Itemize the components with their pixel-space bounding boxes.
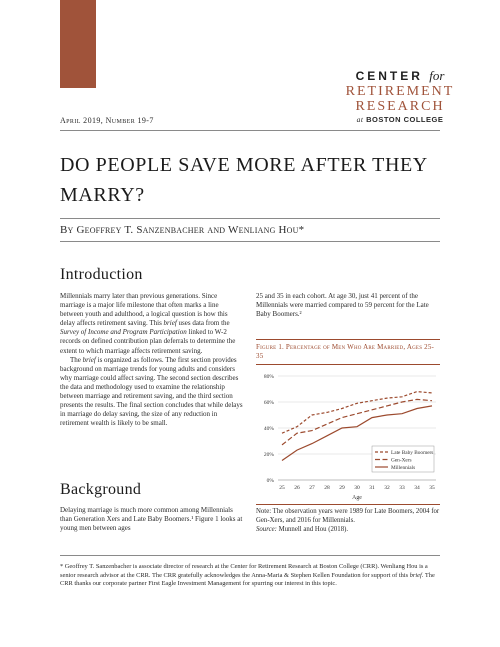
- figure-title-rule: [256, 364, 440, 365]
- logo-research: RESEARCH: [355, 99, 445, 114]
- background-heading: Background: [60, 481, 142, 498]
- marriage-line-chart: [256, 368, 442, 504]
- x-tick-label: 35: [429, 485, 435, 491]
- intro-paragraph-1: Millennials marry later than previous generations. Since marriage is a major life milestone that often marks a line between youth and adulthood, a logical question is how this delay affects retirement saving. This brief uses data from the Survey of Income and Program Participation linked to W-2 records on defined contribution plan deferrals to determine the extent to which marriage affects retirement saving.: [60, 292, 236, 355]
- x-tick-label: 32: [384, 485, 390, 491]
- logo-center: CENTER: [355, 69, 423, 83]
- logo-for: for: [429, 68, 445, 83]
- right-column-text: 25 and 35 in each cohort. At age 30, just 41 percent of the Millennials were married compared to 59 percent for the Late Baby Boomers.²: [256, 292, 429, 319]
- crr-logo: [330, 68, 470, 124]
- title-rule: [60, 218, 440, 219]
- background-text: Delaying marriage is much more common among Millennials than Generation Xers and Late Baby Boomers.¹ Figure 1 looks at young men between ages: [60, 506, 243, 533]
- y-tick-label: 20%: [263, 452, 274, 458]
- header-rule: [60, 130, 440, 131]
- intro-heading: Introduction: [60, 266, 143, 283]
- authors-rule: [60, 241, 440, 242]
- x-tick-label: 29: [339, 485, 345, 491]
- legend-label: Late Baby Boomers: [391, 450, 434, 456]
- x-tick-label: 28: [324, 485, 330, 491]
- y-tick-label: 40%: [263, 426, 274, 432]
- page-title: DO PEOPLE SAVE MORE AFTER THEY MARRY?: [60, 154, 428, 206]
- legend-label: Millennials: [391, 465, 416, 471]
- x-tick-label: 31: [369, 485, 375, 491]
- figure-title: Figure 1. Percentage of Men Who Are Married, Ages 25-35: [256, 343, 435, 360]
- x-tick-label: 34: [414, 485, 420, 491]
- x-tick-label: 25: [279, 485, 285, 491]
- x-tick-label: 27: [309, 485, 315, 491]
- footnote-rule: [60, 555, 440, 556]
- x-tick-label: 26: [294, 485, 300, 491]
- brand-color-block: [60, 0, 96, 88]
- figure-bottom-rule: [256, 504, 440, 505]
- authors: By Geoffrey T. Sanzenbacher and Wenliang Hou*: [60, 224, 305, 236]
- y-tick-label: 0%: [266, 478, 274, 484]
- x-tick-label: 30: [354, 485, 360, 491]
- y-tick-label: 80%: [263, 374, 274, 380]
- issue-date: April 2019, Number 19-7: [60, 116, 154, 125]
- x-axis-title: Age: [352, 495, 362, 501]
- intro-text: [60, 292, 243, 428]
- x-tick-label: 33: [399, 485, 405, 491]
- logo-retirement: RETIREMENT: [345, 84, 455, 99]
- series-line-gen-xers: [282, 399, 432, 445]
- logo-at: at: [356, 115, 364, 124]
- footnote: * Geoffrey T. Sanzenbacher is associate director of research at the Center for Retirement Research at Boston College (CRR). Wenliang Hou is a senior research advisor at the CRR. The CRR gratefully acknowledges the Anna-Maria & Stephen Kellen Foundation for support of this brief. The CRR thanks our corporate partner First Eagle Investment Management for spurring our interest in this topic.: [60, 563, 435, 588]
- y-tick-label: 60%: [263, 400, 274, 406]
- figure-note: Note: The observation years were 1989 for Late Boomers, 2004 for Gen-Xers, and 2016 for Millennials. Source: Munnell and Hou (2018).: [256, 508, 440, 533]
- figure-top-rule: [256, 339, 440, 340]
- intro-paragraph-2: The brief is organized as follows. The first section provides background on marriage trends for young adults and considers why marriage could affect saving. The second section describes the data and methodology used to examine the relationship between marriage and retirement saving, and the third section presents the results. The final section concludes that while delays in marriage do delay saving, the size of any reduction in retirement wealth is likely to be small.: [60, 355, 243, 428]
- logo-boston-college: BOSTON COLLEGE: [366, 115, 444, 124]
- legend-label: Gen-Xers: [391, 457, 412, 464]
